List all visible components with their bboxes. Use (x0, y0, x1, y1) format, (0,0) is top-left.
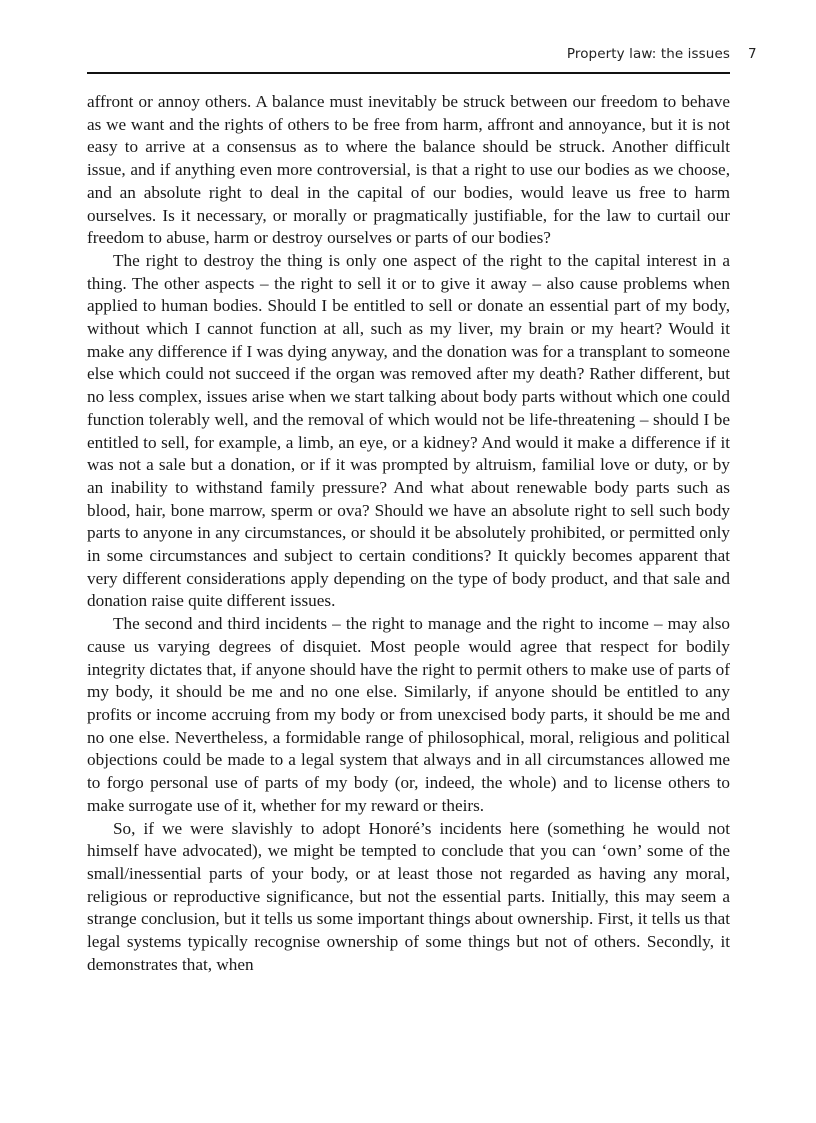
page-number: 7 (748, 46, 757, 62)
paragraph: So, if we were slavishly to adopt Honoré’s incidents here (something he would not himself have advocated), we might be tempted to conclude that you can ‘own’ some of the small/inessential parts of your body, or at least those not regarded as having any moral, religious or reproductive significance, but not the essential parts. Initially, this may seem a strange conclusion, but it tells us some important things about ownership. First, it tells us that legal systems typically recognise ownership of some things but not of others. Secondly, it demonstrates that, when (87, 818, 730, 974)
header-rule (87, 72, 730, 74)
running-header: Property law: the issues (566, 46, 730, 62)
paragraph: The second and third incidents – the right to manage and the right to income – may also cause us varying degrees of disquiet. Most people would agree that respect for bodily integrity dictates that, if anyone should have the right to permit others to make use of parts of my body, it should be me and no one else. Similarly, if anyone should be entitled to any profits or income accruing from my body or from unexcised body parts, it should be me and no one else. Nevertheless, a formidable range of philosophical, moral, religious and political objections could be made to a legal system that always and in all circumstances allowed me to forgo personal use of parts of my body (or, indeed, the whole) and to license others to make surrogate use of it, whether for my reward or theirs. (87, 614, 730, 815)
paragraph: The right to destroy the thing is only one aspect of the right to the capital interest in a thing. The other aspects – the right to sell it or to give it away – also cause problems when applied to human bodies. Should I be entitled to sell or donate an essential part of my body, without which I cannot function at all, such as my liver, my brain or my heart? Would it make any difference if I was dying anyway, and the donation was for a transplant to someone else which could not succeed if the organ was removed after my death? Rather different, but no less complex, issues arise when we start talking about body parts without which one could function tolerably well, and the removal of which would not be life-threatening – should I be entitled to sell, for example, a limb, an eye, or a kidney? And would it make a difference if it was not a sale but a donation, or if it was prompted by altruism, familial love or duty, or by an inability to withstand family pressure? And what about renewable body parts such as blood, hair, bone marrow, sperm or ova? Should we have an absolute right to sell such body parts to anyone in any circumstances, or should it be absolutely prohibited, or permitted only in some circumstances and subject to certain conditions? It quickly becomes apparent that very different considerations apply depending on the type of body product, and that sale and donation raise quite different issues. (87, 250, 730, 611)
body-text (87, 91, 730, 976)
paragraph: affront or annoy others. A balance must inevitably be struck between our freedom to behave as we want and the rights of others to be free from harm, affront and annoyance, but it is not easy to arrive at a consensus as to where the balance should be struck. Another difficult issue, and if anything even more controversial, is that a right to use our bodies as we choose, and an absolute right to deal in the capital of our bodies, would leave us free to harm ourselves. Is it necessary, or morally or pragmatically justifiable, for the law to curtail our freedom to abuse, harm or destroy ourselves or parts of our bodies? (87, 92, 730, 248)
